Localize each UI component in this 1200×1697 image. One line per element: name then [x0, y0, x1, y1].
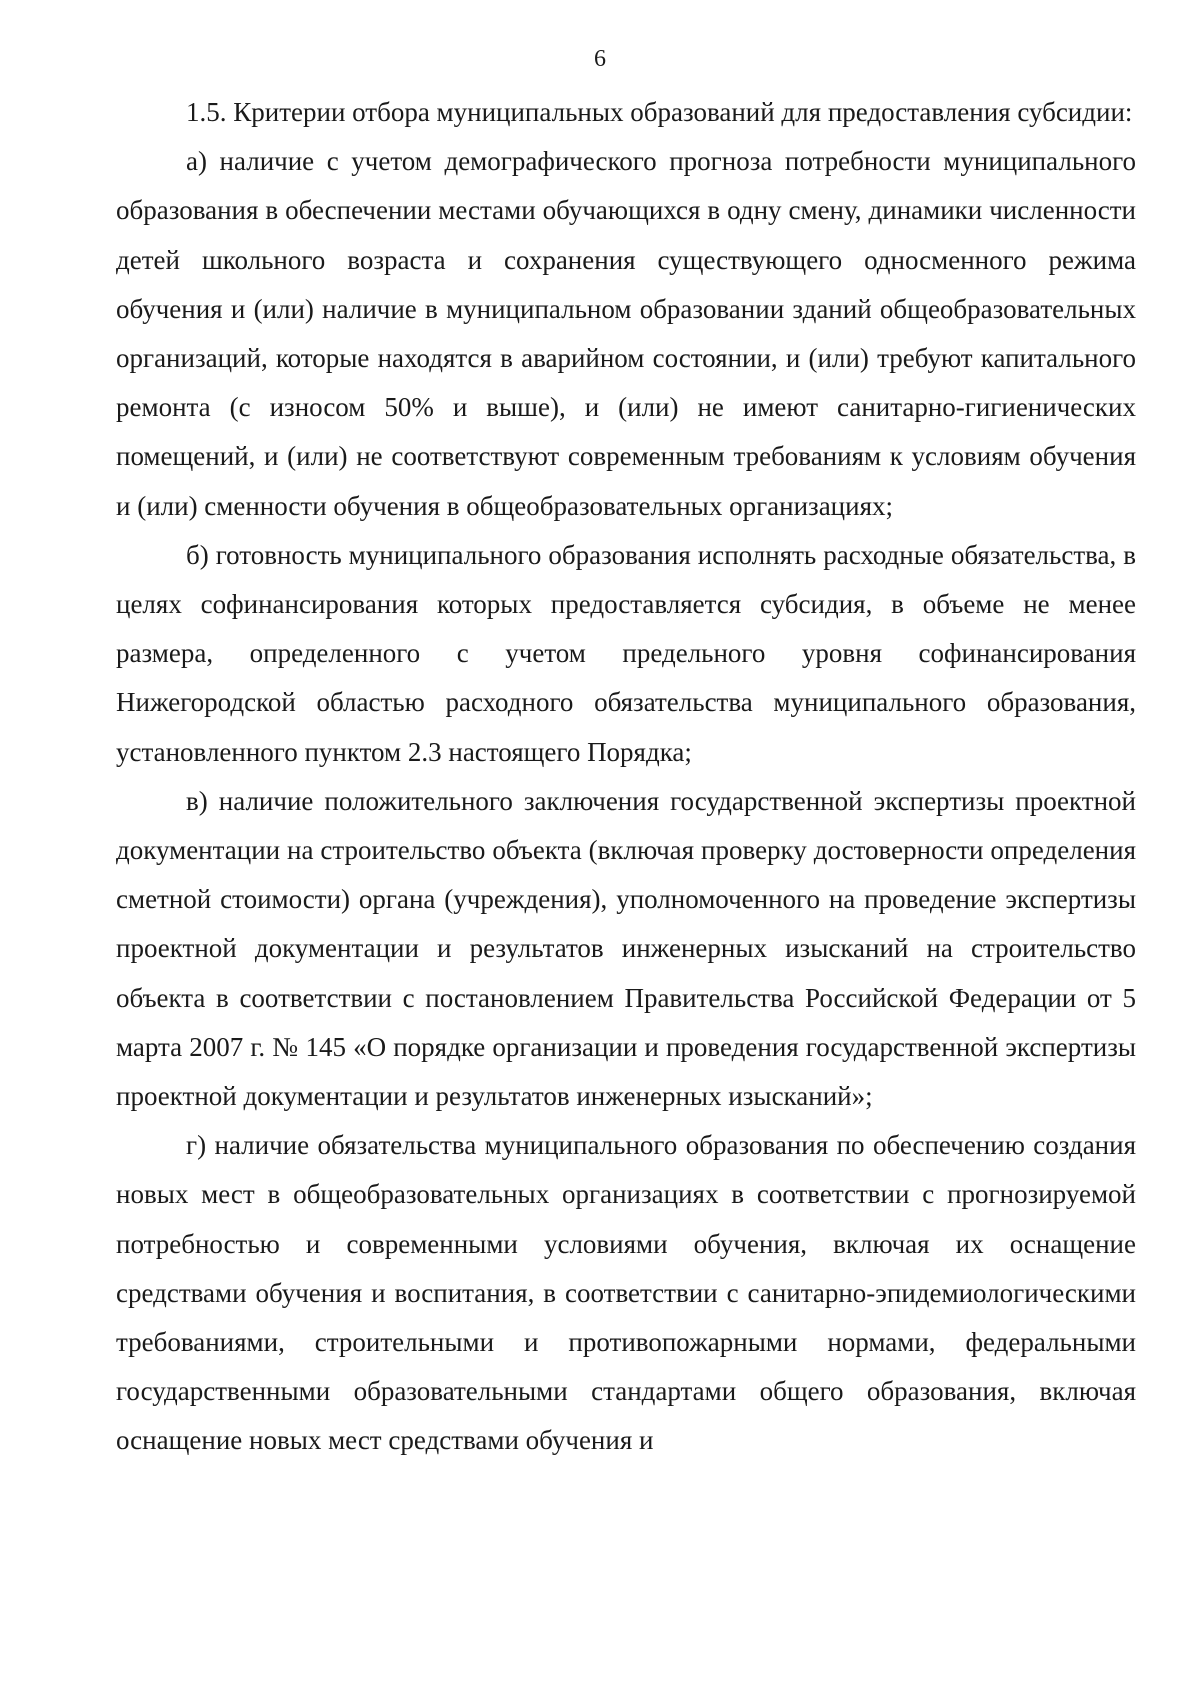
paragraph-criterion-b: б) готовность муниципального образования исполнять расходные обязательства, в целях софинансирования которых предоставляется субсидия, в объеме не менее размера, определенного с учетом предельного уровня софинансирования Нижегородской областью расходного обязательства муниципального образования, установленного пунктом 2.3 настоящего Порядка;	[116, 539, 1136, 767]
document-body	[116, 88, 1136, 1466]
paragraph-criterion-v: в) наличие положительного заключения государственной экспертизы проектной документации на строительство объекта (включая проверку достоверности определения сметной стоимости) органа (учреждения), уполномоченного на проведение экспертизы проектной документации и результатов инженерных изысканий на строительство объекта в соответствии с постановлением Правительства Российской Федерации от 5 марта 2007 г. № 145 «О порядке организации и проведения государственной экспертизы проектной документации и результатов инженерных изысканий»;	[116, 785, 1136, 1112]
paragraph-criteria-heading: 1.5. Критерии отбора муниципальных образований для предоставления субсидии:	[186, 97, 1133, 127]
paragraph-criterion-g: г) наличие обязательства муниципального образования по обеспечению создания новых мест в общеобразовательных организациях в соответствии с прогнозируемой потребностью и современными условиями обучения, включая их оснащение средствами обучения и воспитания, в соответствии с санитарно-эпидемиологическими требованиями, строительными и противопожарными нормами, федеральными государственными образовательными стандартами общего образования, включая оснащение новых мест средствами обучения и	[116, 1130, 1136, 1456]
page-number: 6	[594, 46, 606, 72]
paragraph-criterion-a: а) наличие с учетом демографического прогноза потребности муниципального образования в обеспечении местами обучающихся в одну смену, динамики численности детей школьного возраста и сохранения существующего односменного режима обучения и (или) наличие в муниципальном образовании зданий общеобразовательных организаций, которые находятся в аварийном состоянии, и (или) требуют капитального ремонта (с износом 50% и выше), и (или) не имеют санитарно-гигиенических помещений, и (или) не соответствуют современным требованиям к условиям обучения и (или) сменности обучения в общеобразовательных организациях;	[116, 146, 1136, 521]
